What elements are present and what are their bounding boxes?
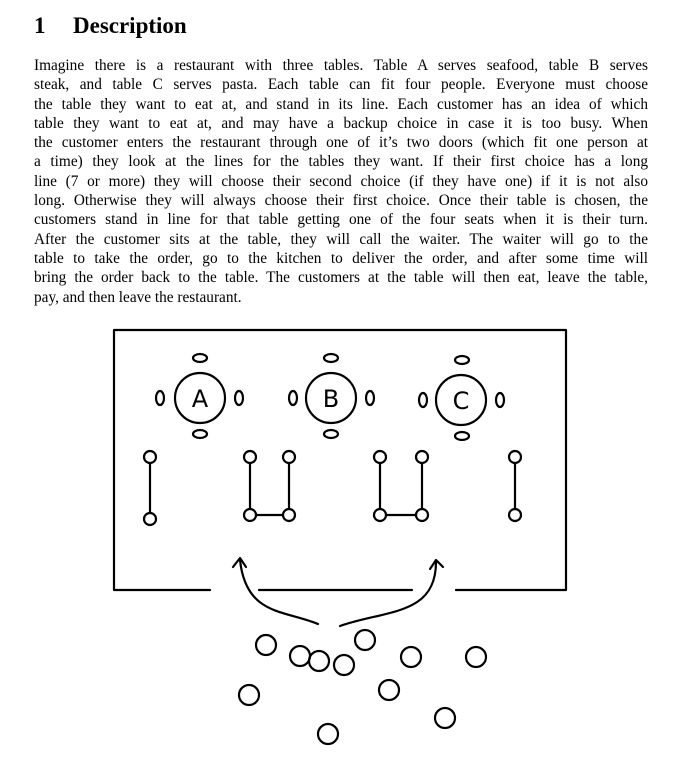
seat (156, 391, 164, 405)
customer (334, 655, 354, 675)
queue-bc (374, 451, 428, 521)
section-heading (34, 13, 187, 39)
paragraph-line: table they want to eat at, and may have a backup choice in case it is too busy. When (34, 114, 648, 132)
seat (193, 430, 207, 438)
paragraph-line: After the customer sits at the table, they will call the waiter. The waiter will go to the (34, 230, 648, 248)
section-title: Description (73, 13, 187, 38)
seat (419, 393, 427, 407)
paragraph-line: Imagine there is a restaurant with three tables. Table A serves seafood, table B serves (34, 57, 648, 74)
customer (401, 647, 421, 667)
customer (355, 630, 375, 650)
queue-ab (244, 451, 295, 521)
table-label: B (322, 385, 340, 413)
customer (290, 646, 310, 666)
entry-arrow-right (340, 562, 436, 626)
restaurant-wall (114, 330, 566, 590)
table-label: A (191, 385, 209, 413)
seat (496, 393, 504, 407)
seat (289, 391, 297, 405)
customer (466, 647, 486, 667)
seat (455, 356, 469, 364)
customer (379, 680, 399, 700)
queue-right (509, 451, 521, 521)
paragraph-line: the customer enters the restaurant through one of it’s two doors (which fit one person at (34, 134, 648, 152)
paragraph-line: pay, and then leave the restaurant. (34, 288, 242, 306)
customer (256, 635, 276, 655)
description-paragraph (34, 56, 648, 307)
entry-arrow-left (240, 560, 318, 624)
customer-crowd (239, 630, 486, 744)
queue-left (144, 451, 156, 525)
paragraph-line: a time) they look at the lines for the tables they want. If their first choice has a long (34, 153, 648, 171)
paragraph-line: bring the order back to the table. The customers at the table will then eat, leave the table, (34, 269, 648, 287)
table-label: C (452, 387, 470, 415)
customer (239, 685, 259, 705)
customer (309, 651, 329, 671)
seat (324, 354, 338, 362)
paragraph-line: table to take the order, go to the kitchen to deliver the order, and after some time will (34, 249, 648, 267)
seat (324, 430, 338, 438)
paragraph-line: customers stand in line for that table getting one of the four seats when it is their turn. (34, 211, 648, 229)
seat (193, 354, 207, 362)
paragraph-line: steak, and table C serves pasta. Each table can fit four people. Everyone must choose (34, 76, 648, 94)
seat (455, 432, 469, 440)
paragraph-line: line (7 or more) they will choose their second choice (if they have one) if it is not also (34, 172, 648, 190)
seat (235, 391, 243, 405)
paragraph-line: the table they want to eat at, and stand in its line. Each customer has an idea of which (34, 95, 648, 113)
customer (435, 708, 455, 728)
customer (318, 724, 338, 744)
restaurant-diagram (0, 320, 683, 766)
section-number: 1 (34, 13, 46, 38)
paragraph-line: long. Otherwise they will always choose their first choice. Once their table is chosen, the (34, 192, 648, 210)
seat (366, 391, 374, 405)
